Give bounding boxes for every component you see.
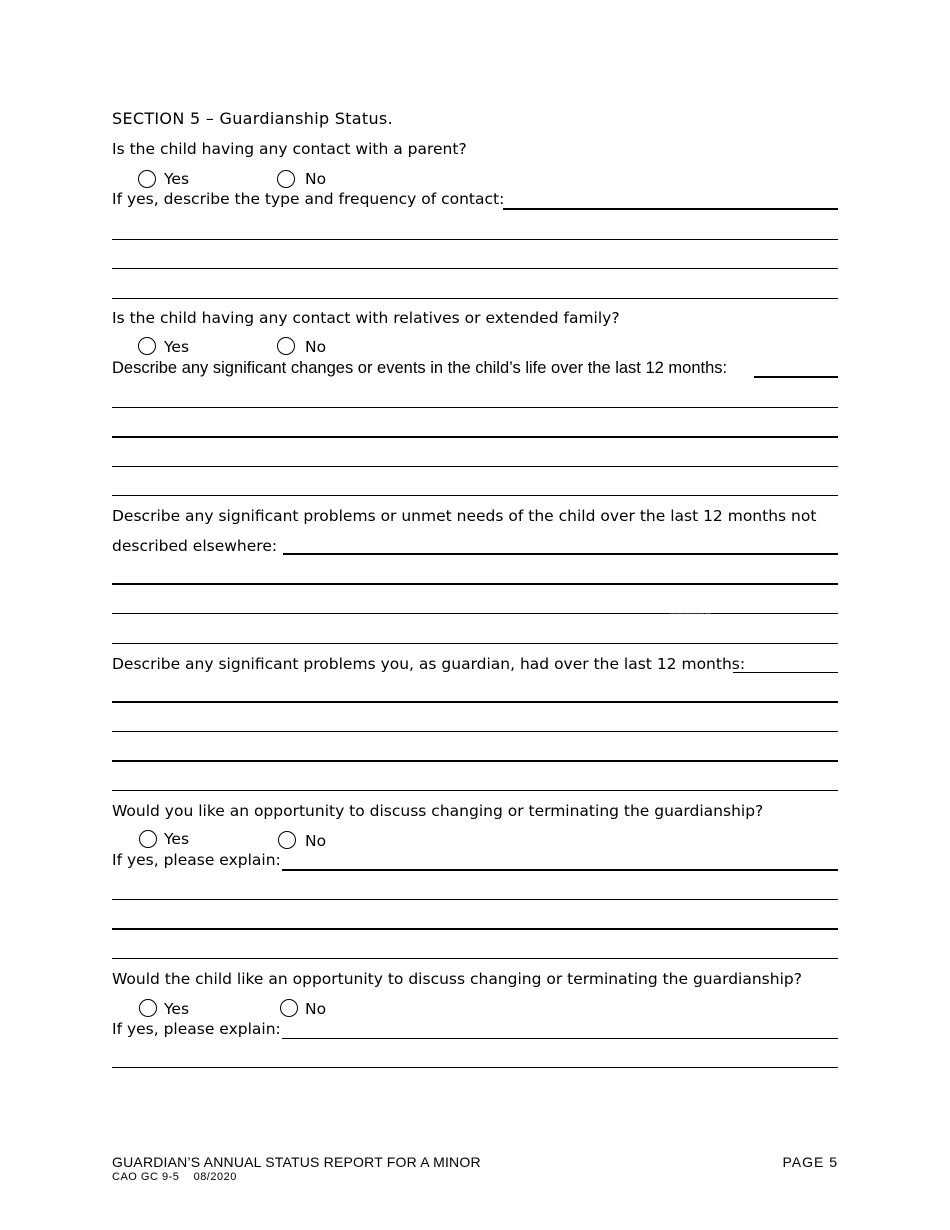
- q2-yes-radio[interactable]: [138, 337, 156, 355]
- q4-answer-line-1[interactable]: [283, 553, 838, 555]
- q6-answer-line-3[interactable]: [112, 928, 838, 930]
- q1-answer-line-1[interactable]: [503, 208, 838, 210]
- q4-answer-line-4[interactable]: [112, 643, 838, 644]
- footer-form-code: CAO GC 9-5 08/2020: [112, 1171, 237, 1183]
- q7-answer-line-1[interactable]: [282, 1038, 838, 1039]
- q6-answer-line-2[interactable]: [112, 899, 838, 900]
- q1-no-radio[interactable]: [277, 170, 295, 188]
- q6-yes-label: Yes: [164, 830, 190, 848]
- q7-yes-radio[interactable]: [139, 999, 157, 1017]
- footer-form-title: GUARDIAN’S ANNUAL STATUS REPORT FOR A MINOR: [112, 1154, 481, 1170]
- q3-prompt: Describe any significant changes or events in the child’s life over the last 12 months:: [112, 359, 728, 377]
- q2-yes-label: Yes: [164, 338, 190, 356]
- q6-yes-radio[interactable]: [139, 830, 157, 848]
- q3-answer-line-1[interactable]: [754, 376, 838, 378]
- q6-answer-line-4[interactable]: [112, 958, 838, 959]
- q4-stray-mark: ______: [670, 600, 712, 614]
- q1-no-label: No: [305, 170, 327, 188]
- q1-yes-label: Yes: [164, 170, 190, 188]
- q4-answer-line-3[interactable]: [112, 613, 838, 614]
- q6-followup-label: If yes, please explain:: [112, 851, 281, 869]
- q3-answer-line-3[interactable]: [112, 436, 838, 438]
- q1-followup-label: If yes, describe the type and frequency of contact:: [112, 190, 505, 208]
- q4-answer-line-2[interactable]: [112, 583, 838, 585]
- q7-no-radio[interactable]: [280, 999, 298, 1017]
- q6-answer-line-1[interactable]: [282, 869, 838, 871]
- footer-page-number: PAGE 5: [782, 1154, 838, 1170]
- q5-stray-mark: _____: [167, 688, 202, 702]
- q7-question: Would the child like an opportunity to discuss changing or terminating the guardianship?: [112, 970, 802, 988]
- q3-answer-line-4[interactable]: [112, 466, 838, 467]
- q7-yes-label: Yes: [164, 1000, 190, 1018]
- q5-answer-line-5[interactable]: [112, 790, 838, 791]
- q3-answer-line-5[interactable]: [112, 495, 838, 496]
- q6-question: Would you like an opportunity to discuss changing or terminating the guardianship?: [112, 802, 764, 820]
- q4-prompt-line-1: Describe any significant problems or unmet needs of the child over the last 12 months not: [112, 507, 817, 525]
- q7-answer-line-2[interactable]: [112, 1067, 838, 1068]
- q2-question: Is the child having any contact with relatives or extended family?: [112, 309, 620, 327]
- q6-no-radio[interactable]: [278, 831, 296, 849]
- q5-answer-line-1[interactable]: [733, 672, 838, 673]
- q5-prompt: Describe any significant problems you, as guardian, had over the last 12 months:: [112, 655, 746, 673]
- q5-answer-line-3[interactable]: [112, 731, 838, 732]
- q4-prompt-line-2: described elsewhere:: [112, 537, 278, 555]
- q1-question: Is the child having any contact with a parent?: [112, 140, 467, 158]
- q7-followup-label: If yes, please explain:: [112, 1020, 281, 1038]
- q1-answer-line-4[interactable]: [112, 298, 838, 299]
- q2-no-label: No: [305, 338, 327, 356]
- q2-no-radio[interactable]: [277, 337, 295, 355]
- q1-yes-radio[interactable]: [138, 170, 156, 188]
- q5-answer-line-2[interactable]: [112, 701, 838, 703]
- q6-no-label: No: [305, 832, 327, 850]
- q7-no-label: No: [305, 1000, 327, 1018]
- q1-answer-line-3[interactable]: [112, 268, 838, 269]
- section-title: SECTION 5 – Guardianship Status.: [112, 109, 393, 128]
- q3-answer-line-2[interactable]: [112, 407, 838, 408]
- q5-answer-line-4[interactable]: [112, 760, 838, 762]
- q1-answer-line-2[interactable]: [112, 239, 838, 240]
